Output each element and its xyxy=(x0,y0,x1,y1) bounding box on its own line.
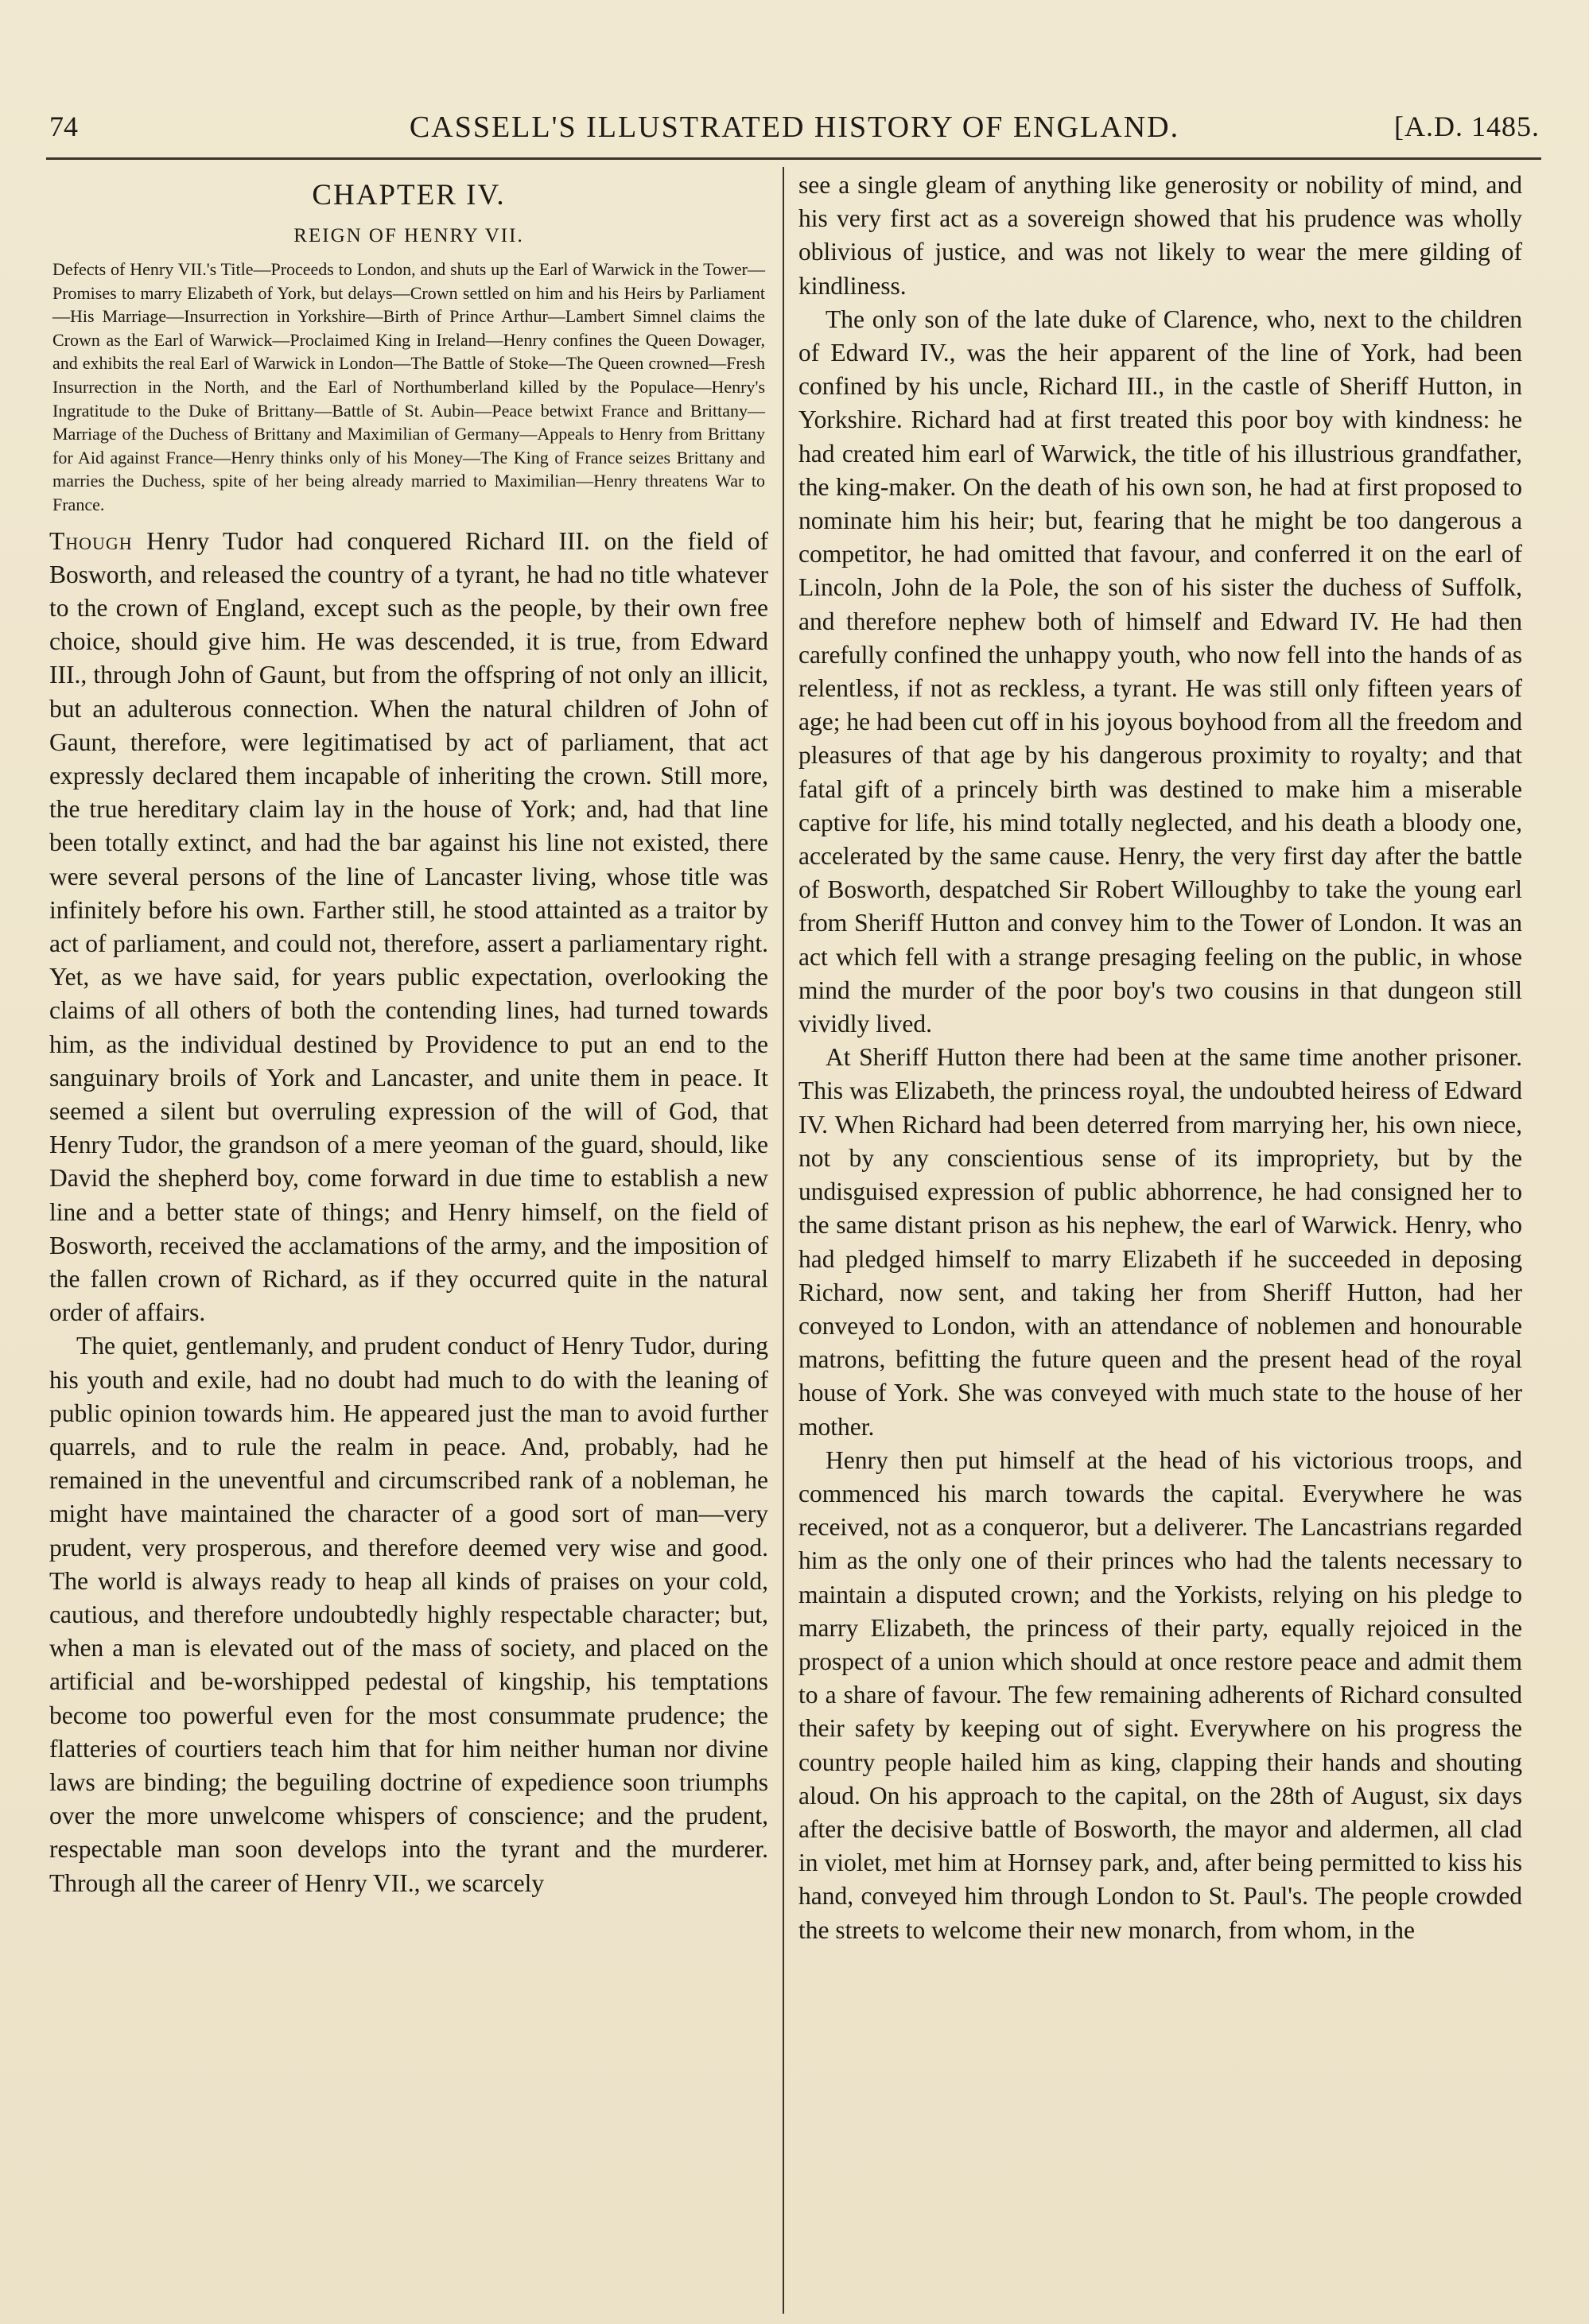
paragraph: The only son of the late duke of Clarence, who, next to the children of Edward IV., was the heir apparent of the line of York, had been confined by his uncle, Richard III., in the castle of Sheriff Hutton, in Yorkshire. Richard had at first treated this poor boy with kindness: he had created him earl of Warwick, the title of his illustrious grandfather, the king-maker. On the death of his own son, he had at first proposed to nominate him his heir; but, fearing that he might be too dangerous a competitor, he had omitted that favour, and conferred it on the earl of Lincoln, John de la Pole, the son of his sister the duchess of Suffolk, and therefore nephew both of himself and Edward IV. He had then carefully confined the unhappy youth, who now fell into the hands of as relentless, if not as reckless, a tyrant. He was still only fifteen years of age; he had been cut off in his joyous boyhood from all the freedom and pleasures of that age by his dangerous proximity to royalty; and that fatal gift of a princely birth was destined to make him a miserable captive for life, his mind totally neglected, and his death a bloody one, accelerated by the same cause. Henry, the very first day after the battle of Bosworth, despatched Sir Robert Willoughby to take the young earl from Sheriff Hutton and convey him to the Tower of London. It was an act which fell with a strange presaging feeling on the public, in whose mind the murder of the poor boy's two cousins in that dungeon still vividly lived. xyxy=(798,305,1522,1038)
column-divider xyxy=(783,167,784,2314)
chapter-reign: REIGN OF HENRY VII. xyxy=(293,225,524,246)
header-date: [A.D. 1485. xyxy=(1394,111,1540,142)
paragraph-text: Henry Tudor had conquered Richard III. on the field of Bosworth, and released the country of a tyrant, he had no title whatever to the crown of England, except such as the people, by their own free choice, should give him. He was descended, it is true, from Edward III., through John of Gaunt, but from the offspring of not only an illicit, but an adulterous connection. When the natural children of John of Gaunt, therefore, were legitimatised by act of parliament, that act expressly declared them incapable of inheriting the crown. Still more, the true hereditary claim lay in the house of York; and, had that line been totally extinct, and had the bar against his line not existed, there were several persons of the line of Lancaster living, whose title was infinitely before his own. Farther still, he stood attainted as a traitor by act of parliament, and could not, therefore, assert a parliamentary right. Yet, as we have said, for years public expectation, overlooking the claims of all others of both the contending lines, had turned towards him, as the individual destined by Providence to put an end to the sanguinary broils of York and Lancaster, and unite them in peace. It seemed a silent but overruling expression of the will of God, that Henry Tudor, the grandson of a mere yeoman of the guard, should, like David the shepherd boy, come forward in due time to establish a new line and a better state of things; and Henry himself, on the field of Bosworth, received the acclamations of the army, and the imposition of the fallen crown of Richard, as if they occurred quite in the natural order of affairs. xyxy=(49,526,768,1327)
chapter-title: CHAPTER IV. xyxy=(312,179,506,211)
running-title: CASSELL'S ILLUSTRATED HISTORY OF ENGLAND. xyxy=(409,111,1180,144)
page-number: 74 xyxy=(49,111,78,142)
right-column xyxy=(798,169,1522,2315)
left-column xyxy=(49,169,768,2315)
page-header xyxy=(49,110,1540,146)
header-rule xyxy=(46,157,1541,160)
paragraph: The quiet, gentlemanly, and prudent conduct of Henry Tudor, during his youth and exile, had no doubt had much to do with the leaning of public opinion towards him. He appeared just the man to avoid further quarrels, and to rule the realm in peace. And, probably, had he remained in the uneventful and circumscribed rank of a nobleman, he might have maintained the character of a good sort of man—very prudent, very prosperous, and therefore deemed very wise and good. The world is always ready to heap all kinds of praises on your cold, cautious, and therefore undoubtedly highly respectable character; but, when a man is elevated out of the mass of society, and placed on the artificial and be-worshipped pedestal of kingship, his temptations become too powerful even for the most consummate prudence; the flatteries of courtiers teach him that for him neither human nor divine laws are binding; the beguiling doctrine of expedience soon triumphs over the more unwelcome whispers of conscience; and the prudent, respectable man soon develops into the tyrant and the murderer. Through all the career of Henry VII., we scarcely xyxy=(49,1332,768,1897)
chapter-synopsis: Defects of Henry VII.'s Title—Proceeds to London, and shuts up the Earl of Warwick in the Tower—Promises to marry Elizabeth of York, but delays—Crown settled on him and his Heirs by Parliament—His Marriage—Insurrection in Yorkshire—Birth of Prince Arthur—Lambert Simnel claims the Crown as the Earl of Warwick—Proclaimed King in Ireland—Henry confines the Queen Dowager, and exhibits the real Earl of Warwick in London—The Battle of Stoke—The Queen crowned—Fresh Insurrection in the North, and the Earl of Northumberland killed by the Populace—Henry's Ingratitude to the Duke of Brittany—Battle of St. Aubin—Peace betwixt France and Brittany—Marriage of the Duchess of Brittany and Maximilian of Germany—Appeals to Henry from Brittany for Aid against France—Henry thinks only of his Money—The King of France seizes Brittany and marries the Duchess, spite of her being already married to Maximilian—Henry threatens War to France. xyxy=(52,259,765,514)
paragraph: At Sheriff Hutton there had been at the same time another prisoner. This was Elizabeth, the princess royal, the undoubted heiress of Edward IV. When Richard had been deterred from marrying her, his own niece, not by any conscientious sense of its impropriety, but by the undisguised expression of public abhorrence, he had consigned her to the same distant prison as his nephew, the earl of Warwick. Henry, who had pledged himself to marry Elizabeth if he succeeded in deposing Richard, now sent, and taking her from Sheriff Hutton, had her conveyed to London, with an attendance of noblemen and honourable matrons, befitting the future queen and the present head of the royal house of York. She was conveyed with much state to the house of her mother. xyxy=(798,1043,1522,1441)
paragraph: Henry then put himself at the head of his victorious troops, and commenced his march towards the capital. Everywhere he was received, not as a conqueror, but a deliverer. The Lancastrians regarded him as the only one of their princes who had the talents necessary to maintain a disputed crown; and the Yorkists, relying on his pledge to marry Elizabeth, the princess of their party, equally rejoiced in the prospect of a union which should at once restore peace and admit them to a share of favour. The few remaining adherents of Richard consulted their safety by keeping out of sight. Everywhere on his progress the country people hailed him as king, clapping their hands and shouting aloud. On his approach to the capital, on the 28th of August, six days after the decisive battle of Bosworth, the mayor and aldermen, all clad in violet, met him at Hornsey park, and, after being permitted to kiss his hand, conveyed him through London to St. Paul's. The people crowded the streets to welcome their new monarch, from whom, in the xyxy=(798,1445,1522,1944)
paragraph xyxy=(49,525,768,1330)
drop-lead: Though xyxy=(49,526,133,555)
paragraph-continued: see a single gleam of anything like generosity or nobility of mind, and his very first act as a sovereign showed that his prudence was wholly oblivious of justice, and was not likely to wear the mere gilding of kindliness. xyxy=(798,171,1522,300)
